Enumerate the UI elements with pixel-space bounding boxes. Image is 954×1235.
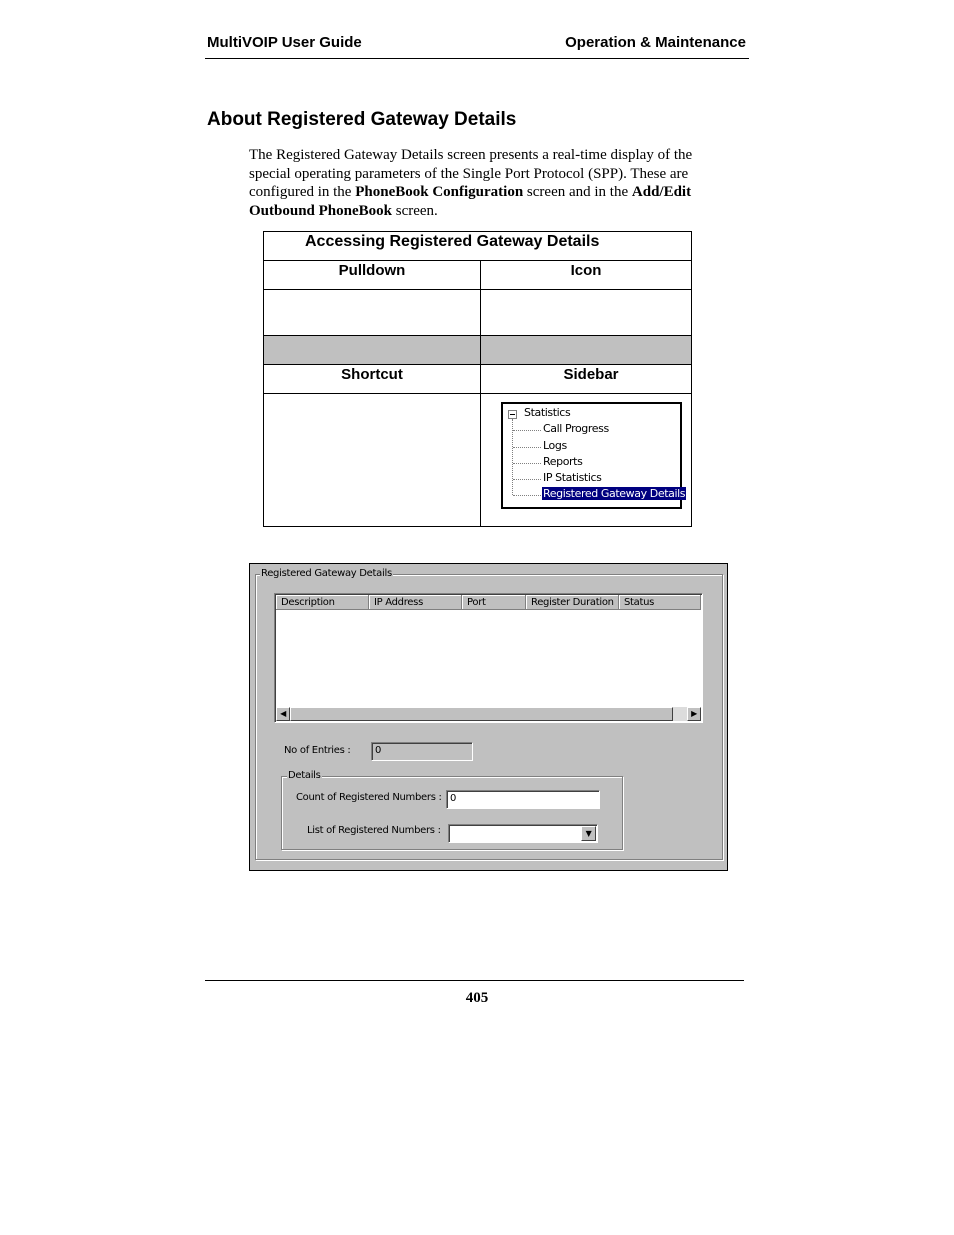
tree-root-statistics[interactable]: Statistics bbox=[524, 406, 571, 419]
header-rule bbox=[205, 58, 749, 59]
sidebar-tree bbox=[501, 402, 686, 509]
details-group-title: Details bbox=[288, 770, 321, 781]
count-registered-field[interactable]: 0 bbox=[446, 790, 600, 809]
list-registered-label: List of Registered Numbers : bbox=[307, 825, 441, 836]
scroll-left-icon[interactable]: ◀ bbox=[276, 707, 290, 721]
chevron-down-icon[interactable]: ▼ bbox=[581, 826, 596, 841]
intro-text-1: The Registered Gateway Details screen presents a real-time display of the special operating parameters of the Single Port Protocol (SPP). These are configured in the bbox=[249, 147, 693, 201]
header-right: Operation & Maintenance bbox=[565, 34, 746, 51]
tree-item-ip-statistics[interactable]: IP Statistics bbox=[543, 471, 602, 484]
shortcut-cell bbox=[264, 394, 481, 527]
count-registered-label: Count of Registered Numbers : bbox=[296, 792, 442, 803]
access-table-title: Accessing Registered Gateway Details bbox=[264, 232, 692, 261]
pulldown-cell bbox=[264, 290, 481, 336]
gray-spacer-right bbox=[481, 336, 692, 365]
column-description[interactable]: Description bbox=[276, 595, 369, 610]
icon-cell bbox=[481, 290, 692, 336]
gray-spacer-left bbox=[264, 336, 481, 365]
gateway-list[interactable] bbox=[274, 593, 703, 723]
tree-connector bbox=[513, 479, 541, 480]
scroll-thumb[interactable] bbox=[290, 707, 673, 721]
list-registered-dropdown[interactable] bbox=[448, 824, 598, 843]
page-number: 405 bbox=[465, 990, 489, 1006]
intro-text-3: screen. bbox=[391, 202, 438, 219]
intro-paragraph bbox=[249, 146, 719, 220]
pulldown-header: Pulldown bbox=[264, 261, 481, 290]
scroll-right-icon[interactable]: ▶ bbox=[687, 707, 701, 721]
tree-item-logs[interactable]: Logs bbox=[543, 439, 567, 452]
main-group-title: Registered Gateway Details bbox=[261, 568, 392, 579]
sidebar-header: Sidebar bbox=[481, 365, 692, 394]
tree-item-registered-gateway-details[interactable]: Registered Gateway Details bbox=[543, 487, 686, 500]
intro-text-2: screen and in the bbox=[523, 184, 632, 201]
intro-bold-2: Add/Edit Outbound PhoneBook bbox=[249, 184, 692, 219]
intro-bold-1: PhoneBook Configuration bbox=[355, 184, 524, 201]
entries-label: No of Entries : bbox=[284, 745, 351, 756]
column-status[interactable]: Status bbox=[619, 595, 701, 610]
column-register-duration[interactable]: Register Duration bbox=[526, 595, 619, 610]
tree-connector bbox=[513, 463, 541, 464]
tree-connector bbox=[513, 447, 541, 448]
collapse-minus-icon[interactable] bbox=[508, 410, 517, 419]
section-title: About Registered Gateway Details bbox=[207, 109, 517, 130]
horizontal-scrollbar[interactable] bbox=[276, 707, 701, 721]
tree-connector bbox=[513, 430, 541, 431]
registered-gateway-details-window bbox=[249, 563, 728, 871]
icon-header: Icon bbox=[481, 261, 692, 290]
tree-item-reports[interactable]: Reports bbox=[543, 455, 583, 468]
tree-item-call-progress[interactable]: Call Progress bbox=[543, 422, 609, 435]
entries-field: 0 bbox=[371, 742, 473, 761]
footer-rule bbox=[205, 980, 744, 981]
header-left: MultiVOIP User Guide bbox=[207, 34, 362, 51]
column-ip-address[interactable]: IP Address bbox=[369, 595, 462, 610]
column-port[interactable]: Port bbox=[462, 595, 526, 610]
shortcut-header: Shortcut bbox=[264, 365, 481, 394]
tree-connector bbox=[513, 495, 541, 496]
